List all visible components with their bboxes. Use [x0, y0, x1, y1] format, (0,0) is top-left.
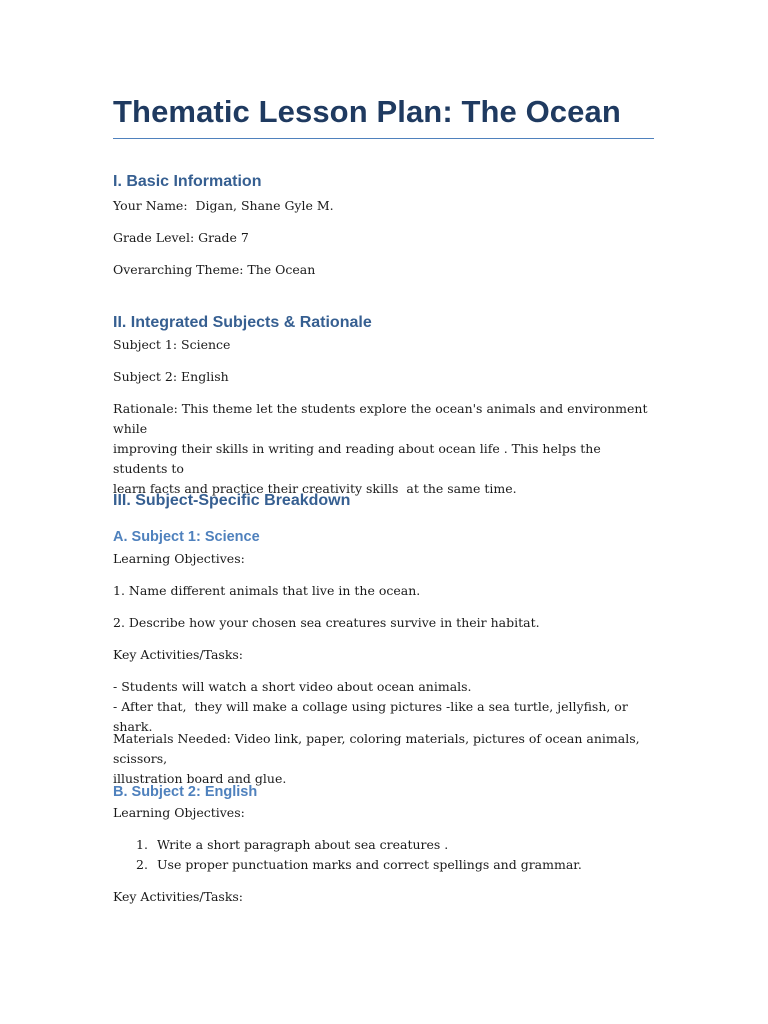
overarching-theme-line: Overarching Theme: The Ocean: [113, 262, 316, 277]
science-activities-label: Key Activities/Tasks:: [113, 647, 244, 662]
document-title: Thematic Lesson Plan: The Ocean: [113, 92, 654, 139]
grade-level-line: Grade Level: Grade 7: [113, 230, 249, 245]
section-heading-integrated-subjects: II. Integrated Subjects & Rationale: [113, 314, 372, 331]
section-heading-subject-breakdown: III. Subject-Specific Breakdown: [113, 492, 351, 509]
rationale-line: Rationale: This theme let the students explore the ocean's animals and environment while: [113, 401, 652, 436]
list-item-text: Use proper punctuation marks and correct spellings and grammar.: [157, 857, 582, 872]
english-activities-label: Key Activities/Tasks:: [113, 889, 244, 904]
materials-line: Materials Needed: Video link, paper, coloring materials, pictures of ocean animals, scissors,: [113, 731, 644, 766]
subject-1-line: Subject 1: Science: [113, 337, 231, 352]
science-materials-paragraph: [113, 729, 658, 789]
science-activity-2: - After that, they will make a collage using pictures -like a sea turtle, jellyfish, or shark.: [113, 699, 632, 734]
materials-line: illustration board and glue.: [113, 771, 287, 786]
science-objective-2: 2. Describe how your chosen sea creatures survive in their habitat.: [113, 615, 540, 630]
subheading-science: A. Subject 1: Science: [113, 529, 260, 545]
list-item: [113, 855, 658, 875]
your-name-line: Your Name: Digan, Shane Gyle M.: [113, 198, 334, 213]
science-objectives-label: Learning Objectives:: [113, 551, 245, 566]
subheading-english: B. Subject 2: English: [113, 784, 258, 800]
list-item-number: 1.: [136, 837, 148, 852]
section-heading-basic-information: I. Basic Information: [113, 173, 262, 190]
science-objective-1: 1. Name different animals that live in the ocean.: [113, 583, 421, 598]
subject-2-line: Subject 2: English: [113, 369, 229, 384]
english-objectives-list: [113, 835, 658, 875]
english-objectives-label: Learning Objectives:: [113, 805, 245, 820]
list-item: [113, 835, 658, 855]
science-activity-1: - Students will watch a short video about ocean animals.: [113, 679, 472, 694]
list-item-text: Write a short paragraph about sea creatures .: [157, 837, 449, 852]
rationale-line: learn facts and practice their creativity skills at the same time.: [113, 481, 517, 496]
list-item-number: 2.: [136, 857, 148, 872]
rationale-paragraph: [113, 399, 658, 499]
rationale-line: improving their skills in writing and reading about ocean life . This helps the students to: [113, 441, 605, 476]
